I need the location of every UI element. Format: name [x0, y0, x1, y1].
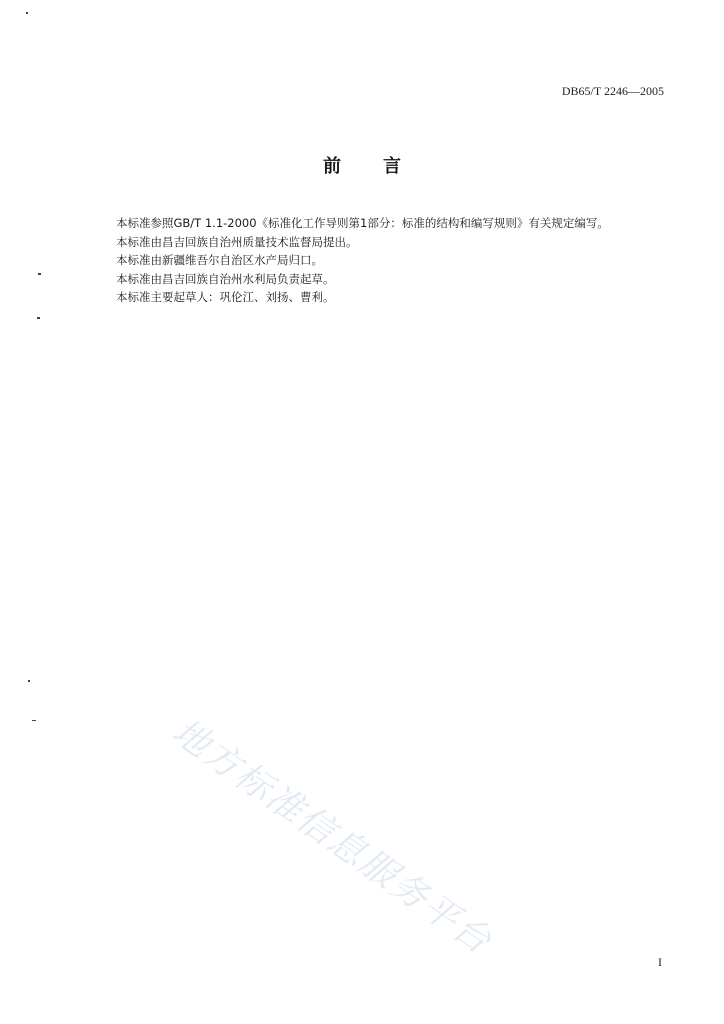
preface-line-proposer: 本标准由昌吉回族自治州质量技术监督局提出。 — [116, 234, 358, 249]
scan-speck — [26, 12, 28, 14]
preface-body — [116, 214, 676, 307]
page-number: I — [658, 955, 662, 969]
title-char-1: 前 — [323, 156, 341, 177]
preface-line-reference: 本标准参照GB/T 1.1-2000《标准化工作导则第1部分：标准的结构和编写规则》有关规定编写。 — [116, 216, 609, 230]
watermark: 地方标准信息服务平台 — [164, 711, 500, 963]
preface-line-administrator: 本标准由新疆维吾尔自治区水产局归口。 — [116, 253, 323, 267]
preface-line-drafters: 本标准主要起草人：巩伦江、刘扬、曹利。 — [116, 290, 335, 304]
scan-speck — [28, 680, 30, 682]
scan-speck — [32, 720, 36, 721]
preface-line-drafter-unit: 本标准由昌吉回族自治州水利局负责起草。 — [116, 271, 335, 286]
scan-speck — [37, 317, 40, 319]
page-title — [0, 152, 724, 178]
title-char-2: 言 — [383, 156, 401, 177]
standard-code: DB65/T 2246—2005 — [561, 84, 664, 98]
scan-speck — [38, 273, 41, 275]
